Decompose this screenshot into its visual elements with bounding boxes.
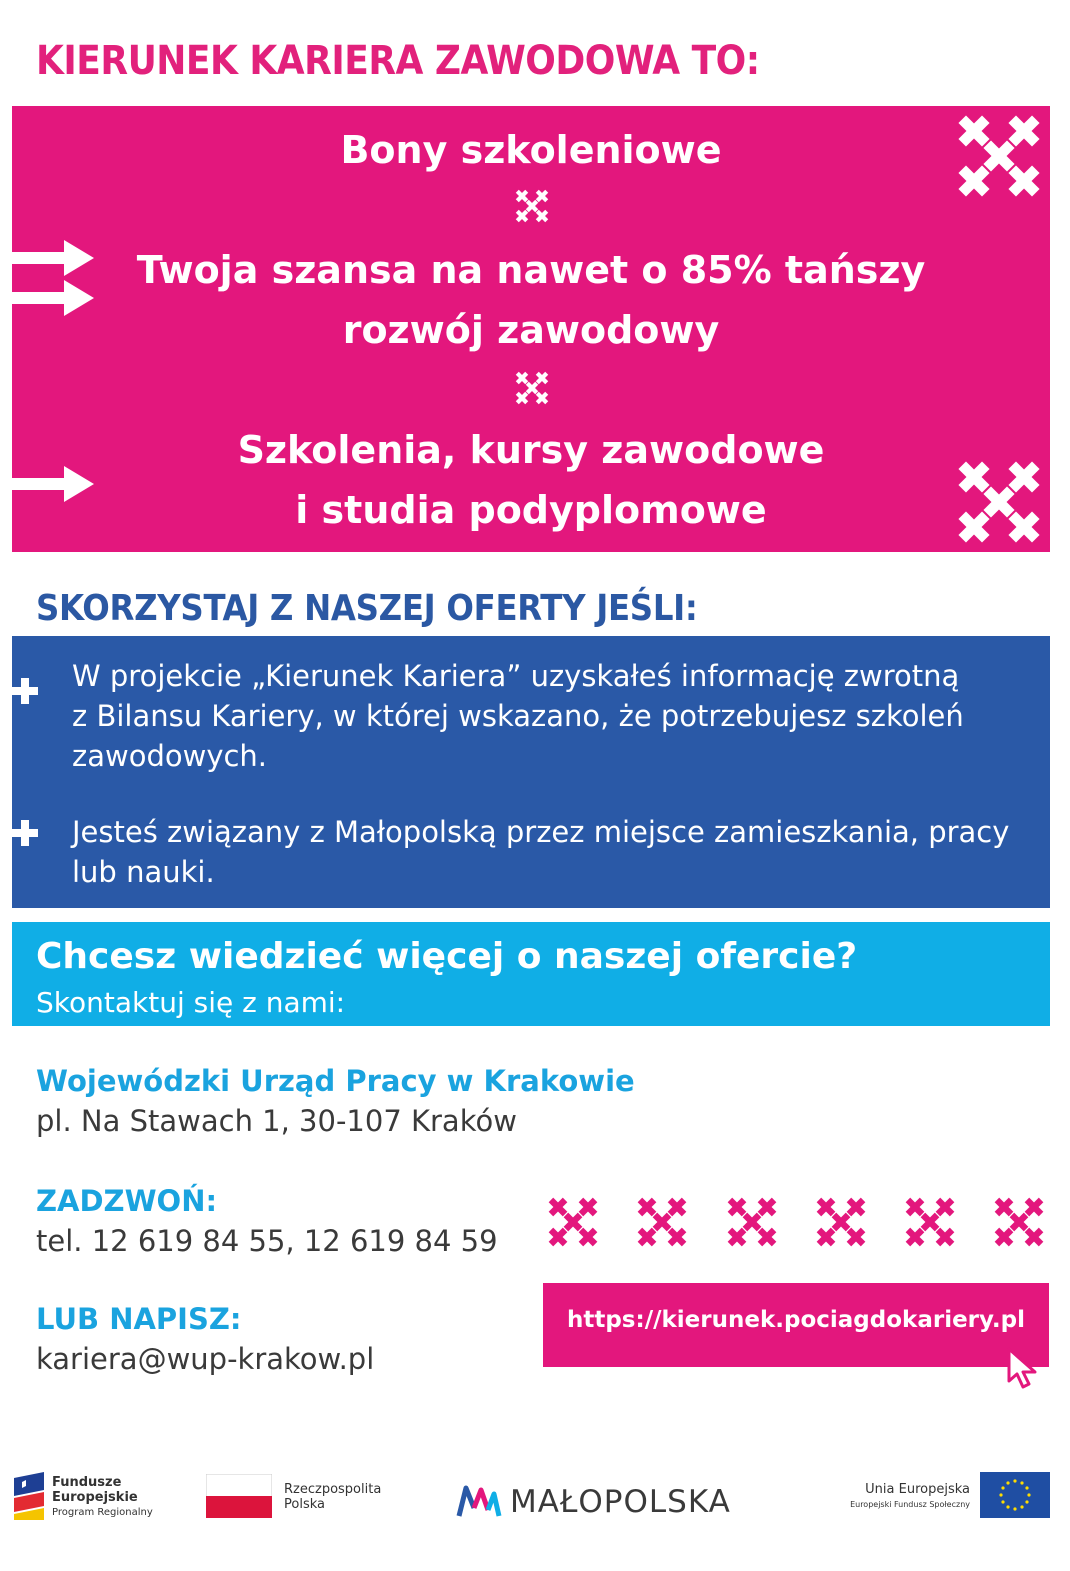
offer-item — [72, 812, 1042, 892]
benefit-line: Twoja szansa na nawet o 85% tańszy — [136, 248, 926, 292]
rp-logo-text — [284, 1482, 381, 1512]
cross-pattern-icon — [948, 452, 1050, 552]
cta-title: Chcesz wiedzieć więcej o naszej ofercie? — [36, 936, 858, 977]
cta-subtitle: Skontaktuj się z nami: — [36, 986, 346, 1019]
organization-name: Wojewódzki Urząd Pracy w Krakowie — [36, 1064, 635, 1098]
mail-label: LUB NAPISZ: — [36, 1302, 242, 1336]
rp-line: Rzeczpospolita — [284, 1482, 382, 1497]
cross-pattern-icon — [722, 1192, 782, 1252]
benefit-line: rozwój zawodowy — [342, 308, 720, 352]
offer-line: Jesteś związany z Małopolską przez miejsce zamieszkania, pracy — [72, 815, 1010, 849]
benefit-line: Bony szkoleniowe — [340, 128, 722, 172]
website-url[interactable]: https://kierunek.pociagdokariery.pl — [566, 1307, 1025, 1333]
cross-pattern-icon — [989, 1192, 1049, 1252]
fe-line: Fundusze — [52, 1475, 122, 1490]
plus-icon — [12, 678, 38, 704]
offer-line: W projekcie „Kierunek Kariera” uzyskałeś informację zwrotną — [72, 659, 960, 693]
cross-pattern-icon — [512, 186, 552, 226]
phone-numbers[interactable]: tel. 12 619 84 55, 12 619 84 59 — [36, 1224, 498, 1258]
email-link[interactable]: kariera@wup-krakow.pl — [36, 1342, 375, 1376]
fe-line: Program Regionalny — [52, 1507, 153, 1518]
fe-logo-text — [52, 1475, 153, 1520]
polish-flag-icon — [206, 1474, 272, 1518]
offer-heading: SKORZYSTAJ Z NASZEJ OFERTY JEŚLI: — [36, 588, 698, 629]
benefit-line: i studia podyplomowe — [295, 488, 767, 532]
ue-line: Unia Europejska — [865, 1482, 970, 1497]
offer-item — [72, 656, 1042, 776]
fundusze-europejskie-logo — [12, 1468, 46, 1522]
benefits-panel — [12, 106, 1050, 552]
cross-pattern-icon — [948, 106, 1050, 206]
address: pl. Na Stawach 1, 30-107 Kraków — [36, 1104, 517, 1138]
benefit-line: Szkolenia, kursy zawodowe — [237, 428, 825, 472]
cross-pattern-icon — [632, 1192, 692, 1252]
offer-line: z Bilansu Kariery, w której wskazano, że potrzebujesz szkoleń — [72, 699, 964, 733]
fe-line: Europejskie — [52, 1490, 138, 1505]
phone-label: ZADZWOŃ: — [36, 1184, 218, 1218]
website-link-button[interactable] — [543, 1283, 1049, 1367]
offer-line: zawodowych. — [72, 739, 268, 773]
cursor-pointer-icon — [1006, 1346, 1040, 1390]
rp-line: Polska — [284, 1497, 325, 1512]
ue-logo-text — [826, 1482, 970, 1512]
cross-pattern-icon — [543, 1192, 603, 1252]
plus-icon — [12, 820, 38, 846]
cross-pattern-icon — [811, 1192, 871, 1252]
cross-pattern-icon — [900, 1192, 960, 1252]
ue-line: Europejski Fundusz Społeczny — [850, 1500, 970, 1509]
malopolska-logo-icon — [456, 1484, 502, 1518]
malopolska-logo-text: MAŁOPOLSKA — [510, 1484, 731, 1520]
cta-panel — [12, 922, 1050, 1026]
cross-pattern-icon — [512, 368, 552, 408]
main-heading: KIERUNEK KARIERA ZAWODOWA TO: — [36, 38, 760, 84]
offer-panel — [12, 636, 1050, 908]
offer-line: lub nauki. — [72, 855, 215, 889]
eu-flag-icon — [980, 1472, 1050, 1518]
